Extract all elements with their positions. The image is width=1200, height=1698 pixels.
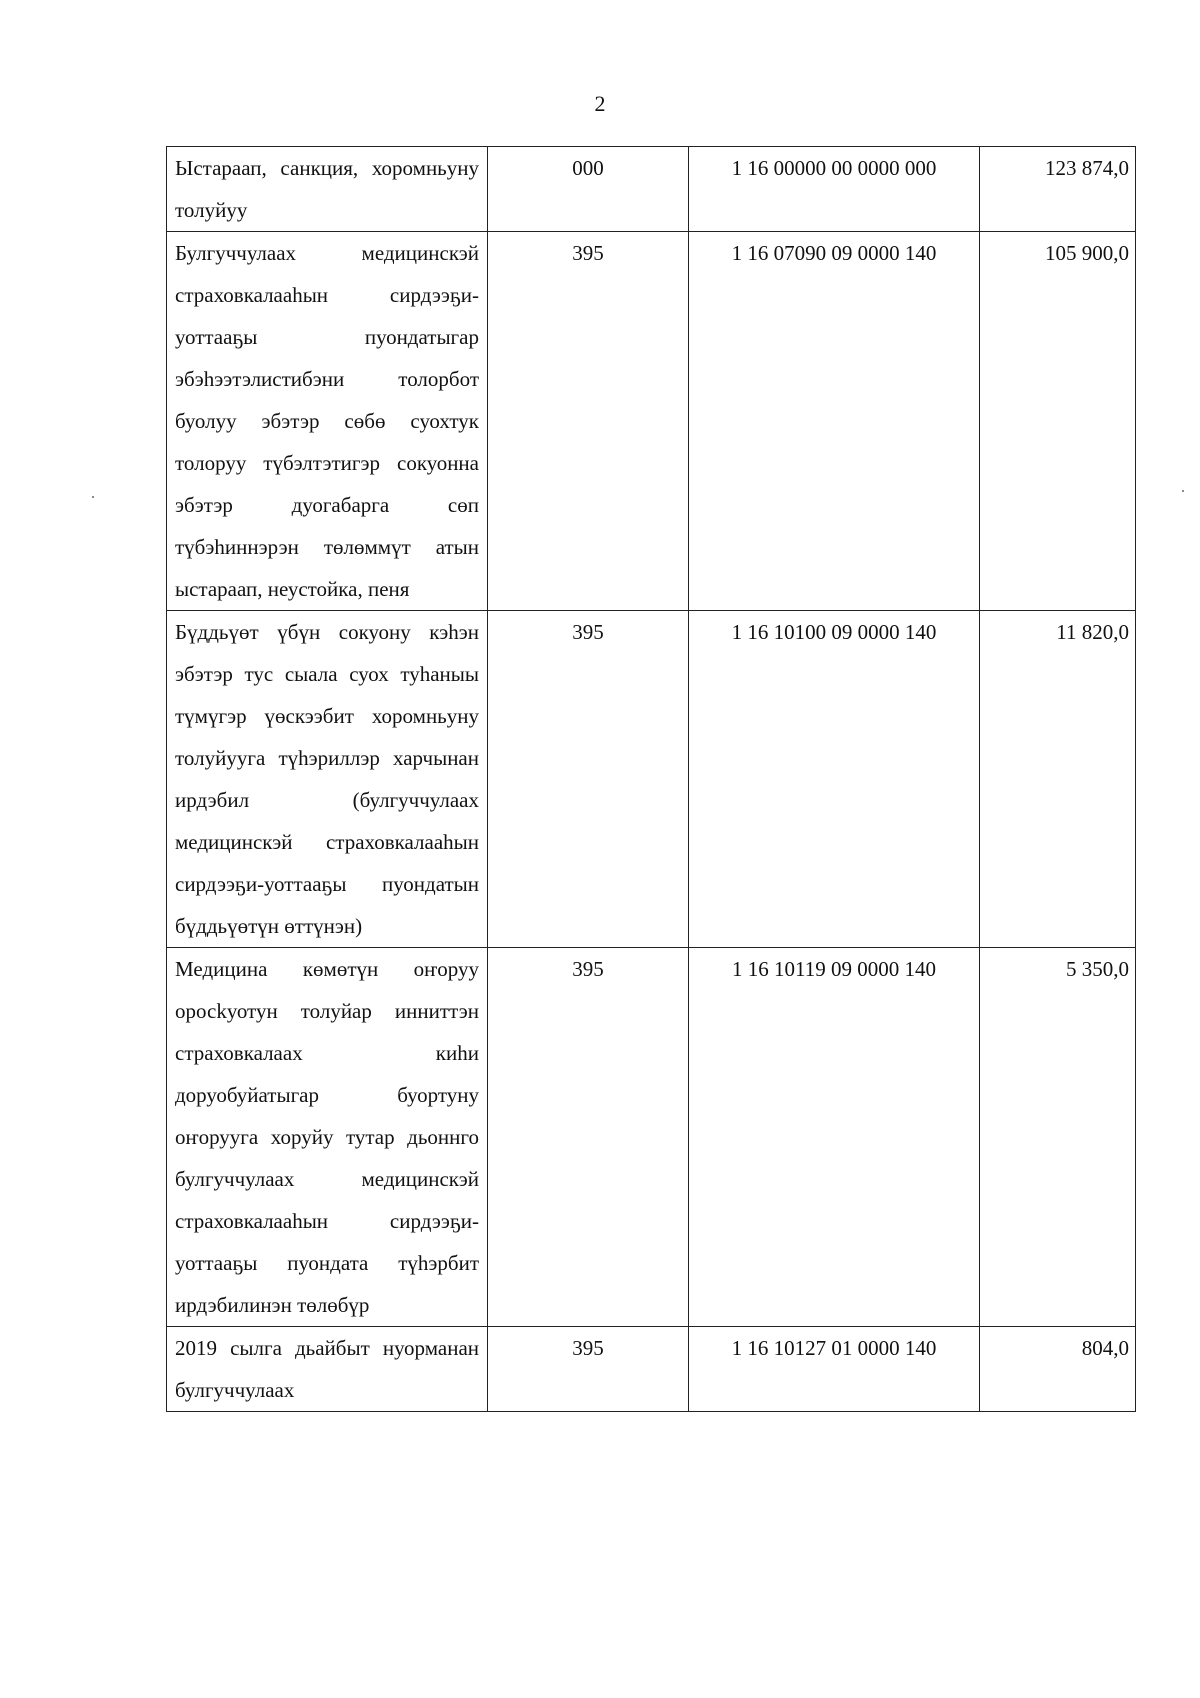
page-number: 2 — [594, 91, 606, 116]
row-budget-code: 1 16 10119 09 0000 140 — [689, 948, 980, 1327]
row-amount: 5 350,0 — [980, 948, 1136, 1327]
row-description: Медицина көмөтүн оҥоруу оросkуотун толуйар инниттэн страховкалаах киһи доруобуйатыгар буортуну оҥорууга хоруйу тутар дьоннго булгуччулаах медицинскэй страховкалааһын сирдээҕи-уоттааҕы пуондата түһэрбит ирдэбилинэн төлөбүр — [167, 948, 488, 1327]
row-budget-code: 1 16 10100 09 0000 140 — [689, 611, 980, 948]
row-budget-code: 1 16 10127 01 0000 140 — [689, 1327, 980, 1412]
table-row — [167, 232, 1136, 611]
table-row — [167, 948, 1136, 1327]
row-amount: 804,0 — [980, 1327, 1136, 1412]
row-description: 2019 сылга дьайбыт нуорманан булгуччулаах — [167, 1327, 488, 1412]
table-row — [167, 611, 1136, 948]
row-description: Булгуччулаах медицинскэй страховкалааһын сирдээҕи-уоттааҕы пуондатыгар эбэһээтэлистибэни толорбот буолуу эбэтэр сөбө суохтук толоруу түбэлтэтигэр сокуонна эбэтэр дуогабарга сөп түбэһиннэрэн төлөммүт атын ыстараап, неустойка, пеня — [167, 232, 488, 611]
row-amount: 123 874,0 — [980, 147, 1136, 232]
row-admin-code: 395 — [488, 948, 689, 1327]
table-row — [167, 147, 1136, 232]
row-budget-code: 1 16 07090 09 0000 140 — [689, 232, 980, 611]
revenue-table — [166, 146, 1136, 1412]
scan-speck-left — [92, 496, 94, 498]
row-admin-code: 395 — [488, 1327, 689, 1412]
row-description: Бүддьүөт үбүн сокуону кэһэн эбэтэр тус сыала суох туһаныы түмүгэр үөскээбит хоромньуну толуйууга түһэриллэр харчынан ирдэбил (булгуччулаах медицинскэй страховкалааһын сирдээҕи-уоттааҕы пуондатын бүддьүөтүн өттүнэн) — [167, 611, 488, 948]
row-admin-code: 000 — [488, 147, 689, 232]
row-amount: 11 820,0 — [980, 611, 1136, 948]
row-admin-code: 395 — [488, 232, 689, 611]
row-admin-code: 395 — [488, 611, 689, 948]
scan-speck-right — [1182, 490, 1184, 492]
row-description: Ыстараап, санкция, хоромньуну толуйуу — [167, 147, 488, 232]
row-budget-code: 1 16 00000 00 0000 000 — [689, 147, 980, 232]
table-row — [167, 1327, 1136, 1412]
row-amount: 105 900,0 — [980, 232, 1136, 611]
